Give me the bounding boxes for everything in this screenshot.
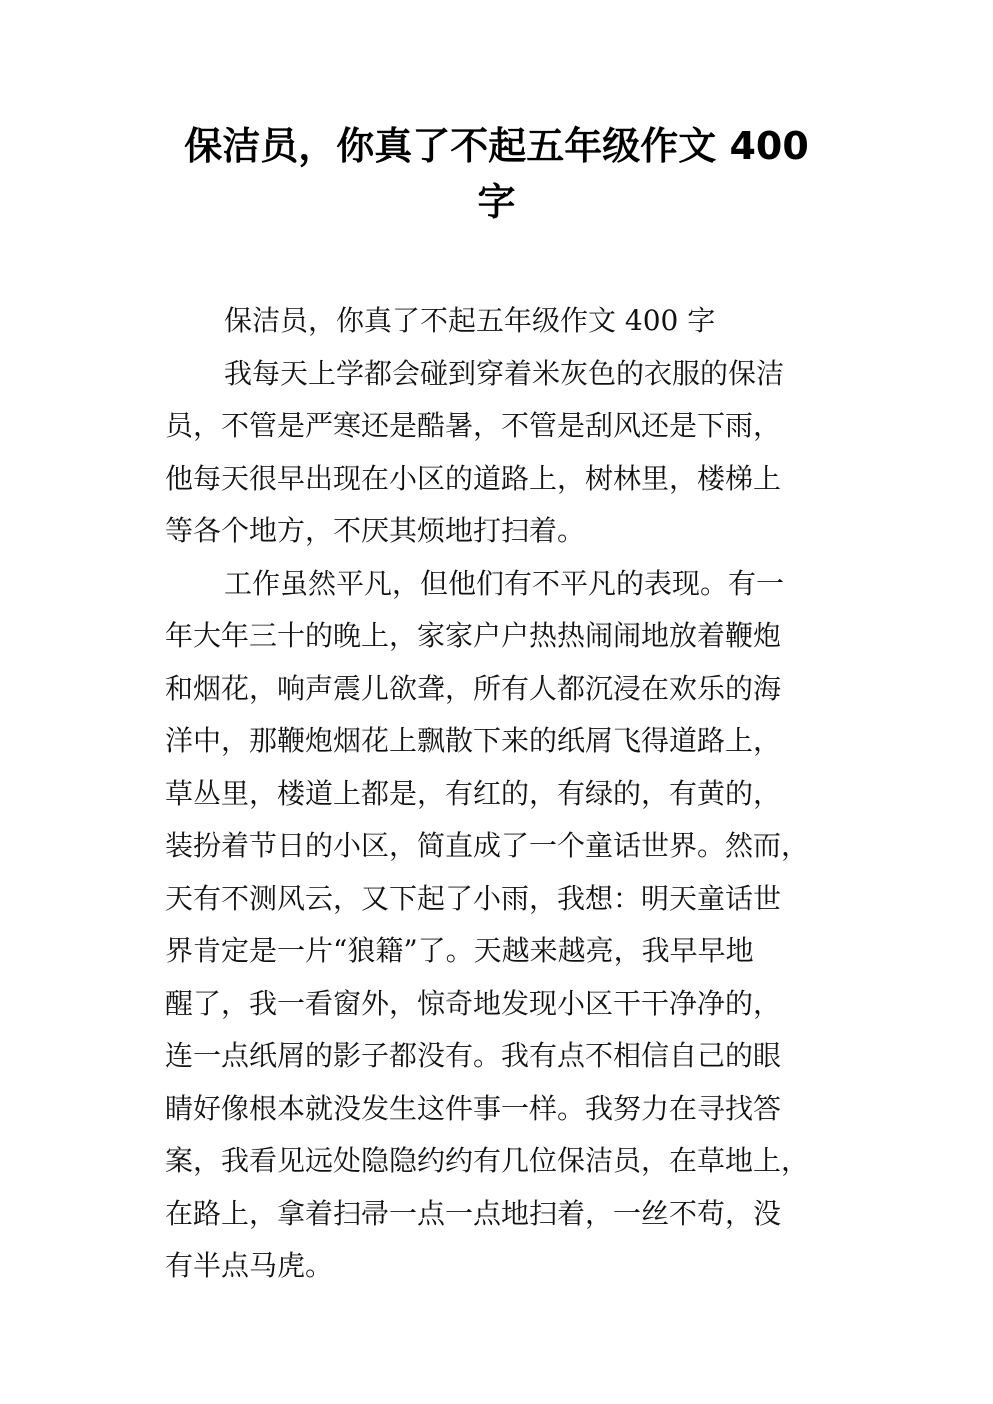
body-line: 工作虽然平凡，但他们有不平凡的表现。有一 [224, 566, 785, 600]
document-title [150, 118, 843, 230]
body-line: 睛好像根本就没发生这件事一样。我努力在寻找答 [165, 1091, 782, 1125]
body-line: 他每天很早出现在小区的道路上，树林里，楼梯上 [165, 461, 782, 495]
document-body [165, 295, 830, 1293]
body-line: 醒了，我一看窗外，惊奇地发现小区干干净净的， [165, 986, 782, 1020]
body-line: 等各个地方，不厌其烦地打扫着。 [165, 514, 586, 547]
body-line: 界肯定是一片“狼籍”了。天越来越亮，我早早地 [165, 934, 754, 967]
title-line-1: 保洁员，你真了不起五年级作文 400 [184, 124, 809, 168]
title-line-2: 字 [477, 180, 516, 224]
body-line: 草丛里，楼道上都是，有红的，有绿的，有黄的， [165, 776, 782, 810]
body-line: 员，不管是严寒还是酷暑，不管是刮风还是下雨， [165, 409, 782, 442]
body-line: 连一点纸屑的影子都没有。我有点不相信自己的眼 [165, 1039, 782, 1072]
body-line: 我每天上学都会碰到穿着米灰色的衣服的保洁 [224, 356, 785, 390]
body-line: 年大年三十的晚上，家家户户热热闹闹地放着鞭炮 [165, 619, 782, 652]
body-line: 装扮着节日的小区，简直成了一个童话世界。然而， [165, 829, 810, 862]
body-line: 和烟花，响声震儿欲聋，所有人都沉浸在欢乐的海 [165, 671, 782, 705]
body-line: 天有不测风云，又下起了小雨，我想：明天童话世 [165, 881, 782, 915]
body-line: 洋中，那鞭炮烟花上飘散下来的纸屑飞得道路上， [165, 724, 782, 757]
body-line: 在路上，拿着扫帚一点一点地扫着，一丝不苟，没 [165, 1196, 782, 1230]
body-line: 案，我看见远处隐隐约约有几位保洁员，在草地上， [165, 1144, 810, 1177]
body-line: 有半点马虎。 [165, 1249, 334, 1282]
body-line: 保洁员，你真了不起五年级作文 400 字 [224, 304, 716, 337]
